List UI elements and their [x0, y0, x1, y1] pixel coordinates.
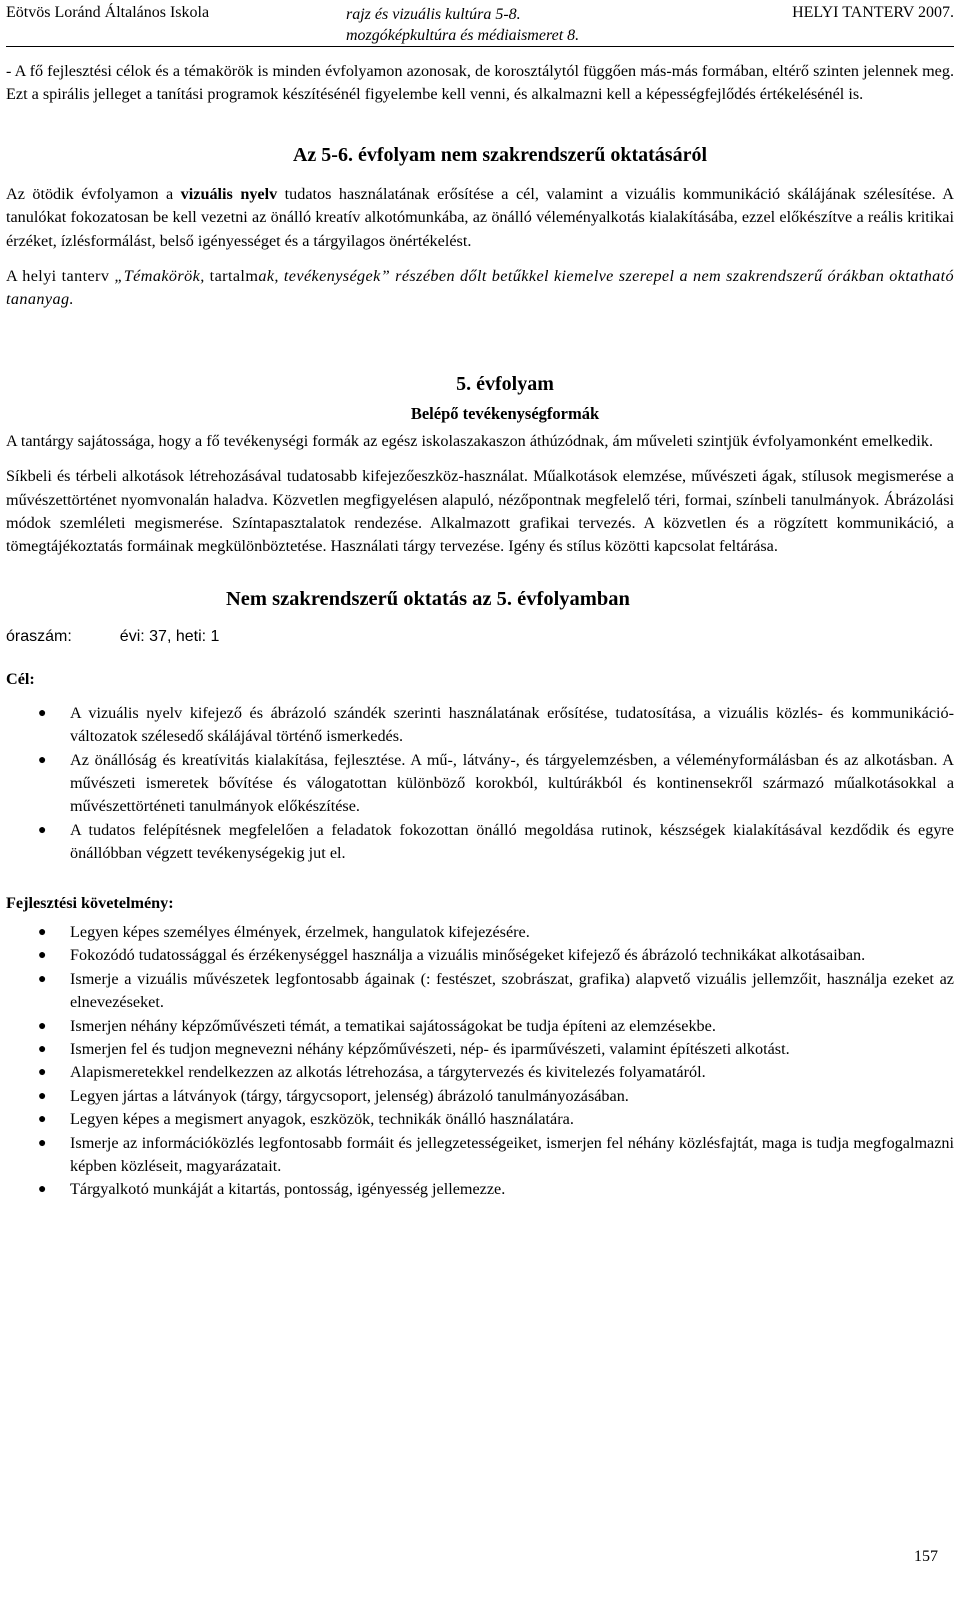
- requirement-text: Ismerje az információközlés legfontosabb formáit és jellegzetességeiket, ismerjen fel néhány közlésfajtát, maga is tudja megfogalmazni képben közléseit, magyarázatait.: [70, 1133, 954, 1175]
- nsz-title: Nem szakrendszerű oktatás az 5. évfolyamban: [226, 587, 630, 610]
- header-subject: [346, 4, 676, 46]
- note-italic1: „Témakörök,: [114, 267, 205, 286]
- header-school: Eötvös Loránd Általános Iskola: [6, 4, 210, 21]
- bullet-icon: ●: [38, 924, 47, 940]
- bullet-icon: ●: [38, 1018, 47, 1034]
- note-part1: A helyi tanterv: [6, 267, 115, 286]
- requirement-text: Legyen jártas a látványok (tárgy, tárgycsoport, jelenség) ábrázoló tanulmányozásában.: [70, 1086, 629, 1105]
- goal-text: Az önállóság és kreatívitás kialakítása, fejlesztése. A mű-, látvány-, és tárgyelemzésben, a véleményformálásban és az alkotásban. A művészeti ismeretek bővítése és válogatottan különböző korokból, kultúrákból és kontinensekről származó műalkotásokkal a művészettörténeti tanulmányok előkészítése.: [70, 750, 954, 816]
- list-item: [6, 1178, 954, 1201]
- bullet-icon: ●: [38, 1041, 47, 1057]
- intro-paragraph: - A fő fejlesztési célok és a témakörök is minden évfolyamon azonosak, de korosztálytól függően más-más formában, eltérő szinten jelennek meg. Ezt a spirális jelleget a tanítási programok készítésénél figyelembe kell venni, és alkalmazni kell a képességfejlődés értékelésénél is.: [6, 62, 954, 104]
- bullet-icon: ●: [38, 948, 47, 964]
- bullet-icon: ●: [38, 971, 47, 987]
- list-item: [6, 749, 954, 819]
- page-content: [6, 60, 954, 1202]
- bullet-icon: ●: [38, 752, 47, 768]
- note-part2: tartalm: [204, 267, 259, 286]
- bullet-icon: ●: [38, 1135, 47, 1151]
- list-item: [6, 1038, 954, 1061]
- bullet-icon: ●: [38, 822, 47, 838]
- requirement-text: Tárgyalkotó munkáját a kitartás, pontosság, igényesség jellemezze.: [70, 1180, 506, 1199]
- goal-text: A tudatos felépítésnek megfelelően a feladatok fokozottan önálló megoldása rutinok, készségek kialakításával kezdődik és egyre önállóbban végzett tevékenységekig jut el.: [70, 820, 954, 863]
- list-item: [6, 1061, 954, 1084]
- requirement-text: Legyen képes a megismert anyagok, eszközök, technikák önálló használatára.: [70, 1110, 574, 1129]
- header-plan: HELYI TANTERV 2007.: [792, 4, 954, 21]
- entry-title: Belépő tevékenységformák: [410, 403, 600, 423]
- header-subject-line1: rajz és vizuális kultúra 5-8.: [346, 6, 521, 23]
- bullet-icon: ●: [38, 1088, 47, 1104]
- requirement-text: Fokozódó tudatossággal és érzékenységgel használja a vizuális minőségeket kifejező és ábrázoló technikákat alkotásaiban.: [70, 946, 866, 965]
- requirement-text: Ismerjen néhány képzőművészeti témát, a tematikai sajátosságokat be tudja építeni az elemzésekbe.: [70, 1016, 716, 1035]
- hours-value: évi: 37, heti: 1: [119, 627, 220, 645]
- section-para-bold: vizuális nyelv: [180, 184, 278, 203]
- note-paragraph: [6, 265, 954, 312]
- section-para-part1: Az ötödik évfolyamon a: [6, 184, 181, 203]
- page-header: [6, 2, 954, 47]
- page-number: 157: [914, 1548, 938, 1565]
- bullet-icon: ●: [38, 1182, 47, 1198]
- goal-label: Cél:: [6, 670, 35, 689]
- entry-paragraph-2: Síkbeli és térbeli alkotások létrehozásával tudatosabb kifejezőeszköz-használat. Műalkotások elemzése, művészeti ágak, stílusok megismerése a művészettörténet nyomvonalán haladva. Közvetlen megfigyelésen alapuló, nézőpontnak megfelelő téri, formai, színbeli tanulmányok. Ábrázolási módok szemléleti megismerése. Színtapasztalatok rendezése. Alkalmazott grafikai tervezés. A közvetlen és a rögzített kommunikáció, a tömegtájékoztatás formáinak megkülönböztetése. Használati tárgy tervezése. Igény és stílus közötti kapcsolat feltárása.: [6, 467, 954, 556]
- list-item: [6, 1015, 954, 1038]
- goal-list: [6, 702, 954, 866]
- list-item: [6, 1085, 954, 1108]
- list-item: [6, 1132, 954, 1179]
- hours-label: óraszám:: [6, 627, 72, 645]
- list-item: [6, 819, 954, 866]
- list-item: [6, 921, 954, 944]
- list-item: [6, 702, 954, 749]
- goal-text: A vizuális nyelv kifejező és ábrázoló szándék szerinti használatának erősítése, tudatosítása, a vizuális közlés- és kommunikáció-változatok szélesedő skálájával történő ismerkedés.: [70, 703, 954, 746]
- requirement-text: Ismerje a vizuális művészetek legfontosabb ágainak (: festészet, szobrászat, grafika) alapvető vizuális jellemzőit, használja ezeket az elnevezéseket.: [70, 969, 954, 1012]
- list-item: [6, 944, 954, 967]
- requirement-text: Alapismeretekkel rendelkezzen az alkotás létrehozása, a tárgytervezés és kivitelezés folyamatáról.: [70, 1063, 706, 1082]
- requirement-text: Ismerjen fel és tudjon megnevezni néhány képzőművészeti, nép- és iparművészeti, valamint építészeti alkotást.: [70, 1039, 790, 1058]
- list-item: [6, 968, 954, 1015]
- requirement-list: [6, 921, 954, 1202]
- note-italic2: ak, tevékenységek” részében dőlt betűkkel kiemelve szerepel a nem szakrendszerű órákban oktatható tananyag.: [6, 267, 955, 309]
- bullet-icon: ●: [38, 1065, 47, 1081]
- header-subject-line2: mozgóképkultúra és médiaismeret 8.: [346, 27, 580, 44]
- requirement-text: Legyen képes személyes élmények, érzelmek, hangulatok kifejezésére.: [70, 922, 530, 941]
- requirement-label: Fejlesztési követelmény:: [6, 893, 174, 912]
- hours-line: [6, 625, 954, 648]
- list-item: [6, 1108, 954, 1131]
- entry-paragraph-1: A tantárgy sajátossága, hogy a fő tevékenységi formák az egész iskolaszakaszon áthúzódnak, ám műveleti szintjük évfolyamonként emelkedik.: [6, 431, 934, 450]
- section-paragraph: [6, 183, 954, 253]
- section-title: Az 5-6. évfolyam nem szakrendszerű oktatásáról: [292, 143, 707, 166]
- section-para-part2: tudatos használatának erősítése a cél, valamint a vizuális kommunikáció skálájának szélesítése. A tanulókat fokozatosan be kell vezetni az önálló kreatív alkotómunkába, az önálló véleményalkotás kialakításába, ezzel előkészítve a reális kritikai érzéket, ízlésformálást, belső igényességet és a tárgyilagos önértékelést.: [6, 184, 954, 250]
- bullet-icon: ●: [38, 1112, 47, 1128]
- year-title: 5. évfolyam: [456, 372, 554, 395]
- bullet-icon: ●: [38, 705, 47, 721]
